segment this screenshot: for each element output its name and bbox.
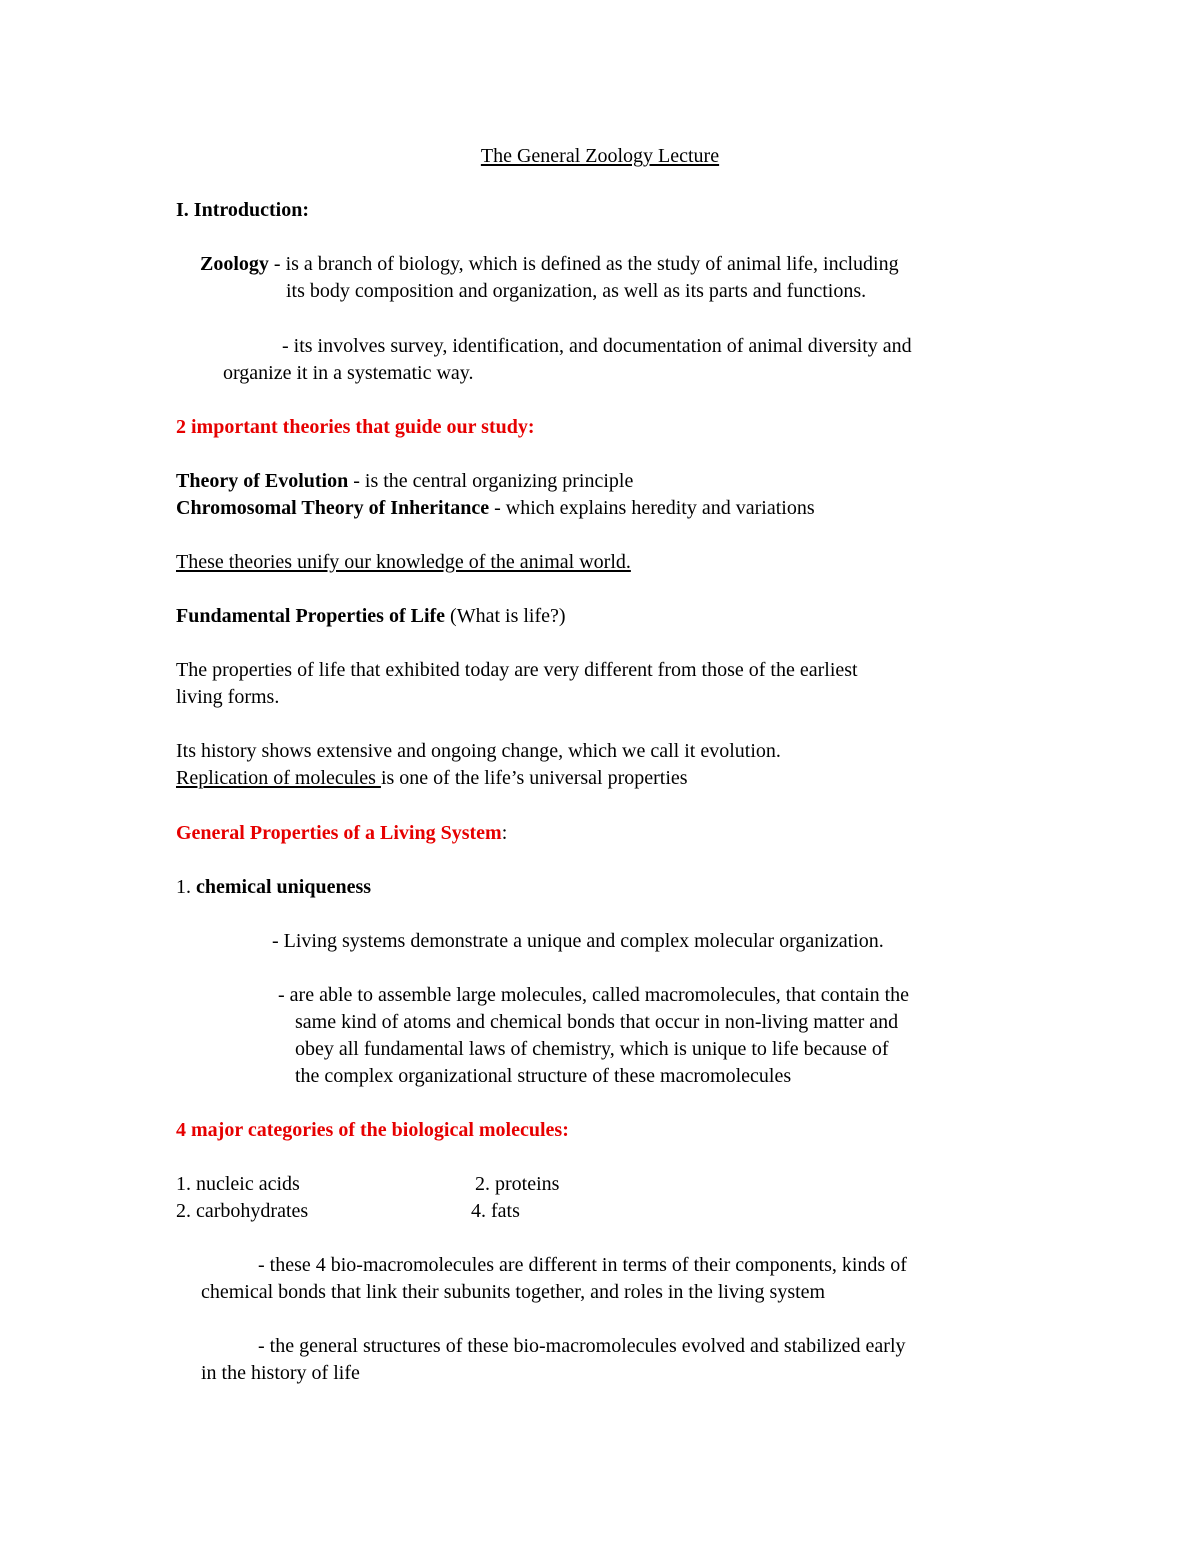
categories-heading: 4 major categories of the biological molecules:: [176, 1119, 569, 1141]
theories-heading: 2 important theories that guide our study:: [176, 416, 535, 438]
zoology-sub-line2: organize it in a systematic way.: [223, 362, 474, 384]
unify-statement: These theories unify our knowledge of the animal world.: [176, 551, 631, 573]
category-item: 4. fats: [471, 1200, 520, 1222]
category-item: 2. proteins: [475, 1173, 560, 1195]
replication-phrase: Replication of molecules: [176, 767, 381, 789]
fundamental-para1-line2: living forms.: [176, 686, 280, 708]
general-properties-colon: :: [501, 822, 508, 844]
theory-name: Theory of Evolution: [176, 470, 349, 492]
replication-rest: is one of the life’s universal properties: [380, 767, 688, 789]
categories-note1-line2: chemical bonds that link their subunits together, and roles in the living system: [201, 1281, 826, 1303]
category-item: 1. nucleic acids: [176, 1173, 300, 1195]
property-bullet2-line3: obey all fundamental laws of chemistry, which is unique to life because of: [295, 1038, 889, 1060]
theory-description: - is the central organizing principle: [348, 470, 634, 492]
theory-row-inheritance: [176, 495, 815, 522]
fundamental-para1-line1: The properties of life that exhibited today are very different from those of the earliest: [176, 659, 858, 681]
theory-description: - which explains heredity and variations: [489, 497, 815, 519]
zoology-definition-line1: [200, 251, 899, 278]
property-item-1: [176, 874, 371, 901]
fundamental-question: (What is life?): [445, 605, 566, 627]
general-properties-heading-line: [176, 820, 507, 847]
property-bullet2-line2: same kind of atoms and chemical bonds that occur in non-living matter and: [295, 1011, 899, 1033]
categories-note2-line1: - the general structures of these bio-macromolecules evolved and stabilized early: [258, 1335, 906, 1357]
property-item-number: 1.: [176, 876, 196, 898]
document-title: The General Zoology Lecture: [480, 145, 720, 167]
property-bullet1: - Living systems demonstrate a unique and complex molecular organization.: [272, 930, 884, 952]
fundamental-heading-line: [176, 603, 566, 630]
zoology-definition-text: - is a branch of biology, which is defined as the study of animal life, including: [268, 253, 899, 275]
theory-row-evolution: [176, 468, 633, 495]
zoology-sub-line1: - its involves survey, identification, and documentation of animal diversity and: [282, 335, 912, 357]
category-item: 2. carbohydrates: [176, 1200, 309, 1222]
fundamental-para2-line1: Its history shows extensive and ongoing change, which we call it evolution.: [176, 740, 781, 762]
zoology-term: Zoology: [200, 253, 269, 275]
fundamental-heading: Fundamental Properties of Life: [176, 605, 446, 627]
section-heading-introduction: I. Introduction:: [176, 199, 309, 221]
categories-note2-line2: in the history of life: [201, 1362, 360, 1384]
property-item-label: chemical uniqueness: [196, 876, 372, 898]
categories-note1-line1: - these 4 bio-macromolecules are different in terms of their components, kinds of: [258, 1254, 907, 1276]
fundamental-para2-line2: [176, 765, 688, 792]
zoology-definition-line2: its body composition and organization, as well as its parts and functions.: [286, 280, 867, 302]
property-bullet2-line4: the complex organizational structure of these macromolecules: [295, 1065, 792, 1087]
theory-name: Chromosomal Theory of Inheritance: [176, 497, 490, 519]
property-bullet2-line1: - are able to assemble large molecules, called macromolecules, that contain the: [278, 984, 910, 1006]
general-properties-heading: General Properties of a Living System: [176, 822, 502, 844]
